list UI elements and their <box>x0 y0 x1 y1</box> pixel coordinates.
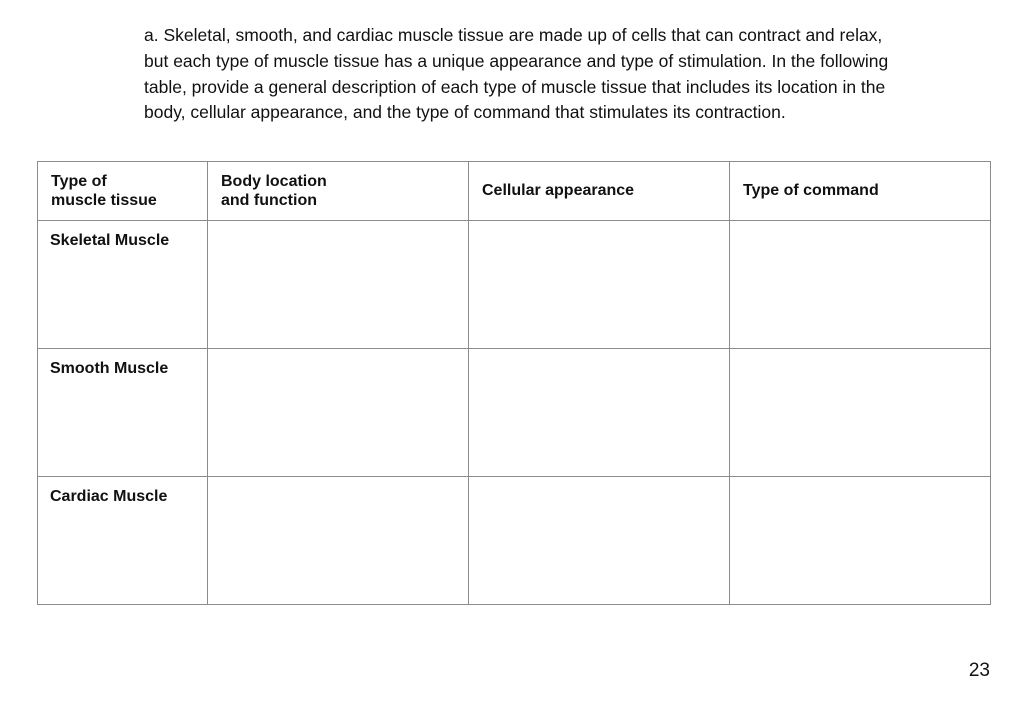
header-line: muscle tissue <box>51 192 157 209</box>
prompt-line: body, cellular appearance, and the type of command that stimulates its contraction. <box>144 102 786 123</box>
header-line: Body location <box>221 172 327 190</box>
answer-cell-cellular-appearance[interactable] <box>469 221 730 349</box>
answer-cell-cellular-appearance[interactable] <box>469 349 730 477</box>
answer-cell-cellular-appearance[interactable] <box>469 477 730 605</box>
row-label: Smooth Muscle <box>50 360 169 377</box>
table-header-row <box>38 162 991 221</box>
row-label: Skeletal Muscle <box>50 232 170 249</box>
prompt-line: a. Skeletal, smooth, and cardiac muscle tissue are made up of cells that can contract and relax, <box>144 25 883 45</box>
table-row <box>38 349 991 477</box>
row-label: Cardiac Muscle <box>50 488 168 505</box>
header-type-of-command <box>730 162 991 221</box>
prompt-line: table, provide a general description of each type of muscle tissue that includes its location in the <box>144 76 886 97</box>
header-line: Type of command <box>743 182 879 200</box>
answer-cell-body-location[interactable] <box>208 221 469 349</box>
header-line: and function <box>221 192 317 209</box>
question-prompt <box>144 23 994 126</box>
table-row <box>38 477 991 605</box>
row-label-smooth <box>38 349 208 477</box>
prompt-line: but each type of muscle tissue has a unique appearance and type of stimulation. In the following <box>144 50 889 71</box>
table-row <box>38 221 991 349</box>
answer-cell-body-location[interactable] <box>208 477 469 605</box>
answer-cell-type-of-command[interactable] <box>730 349 991 477</box>
row-label-cardiac <box>38 477 208 605</box>
row-label-skeletal <box>38 221 208 349</box>
answer-cell-type-of-command[interactable] <box>730 221 991 349</box>
answer-cell-body-location[interactable] <box>208 349 469 477</box>
header-line: Type of <box>51 172 107 190</box>
muscle-tissue-table <box>37 161 991 605</box>
header-cellular-appearance <box>469 162 730 221</box>
header-line: Cellular appearance <box>482 182 635 200</box>
answer-cell-type-of-command[interactable] <box>730 477 991 605</box>
page-number: 23 <box>968 660 990 681</box>
header-type-of-muscle-tissue <box>38 162 208 221</box>
header-body-location <box>208 162 469 221</box>
